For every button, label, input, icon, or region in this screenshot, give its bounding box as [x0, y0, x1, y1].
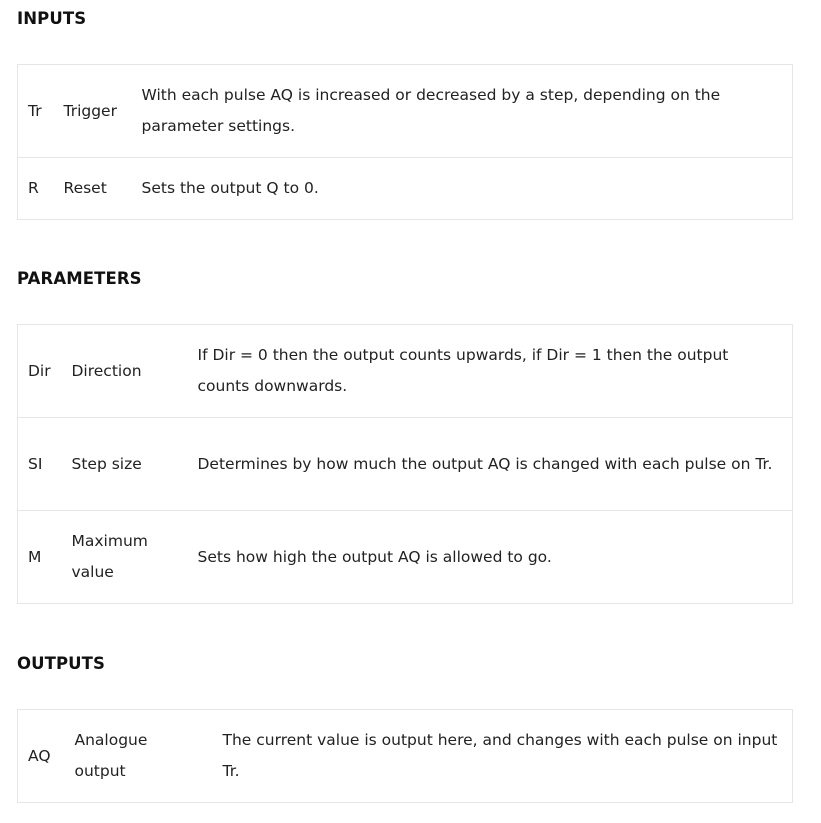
parameter-symbol: Dir: [28, 361, 51, 380]
parameter-symbol: M: [18, 511, 72, 604]
parameter-description: If Dir = 0 then the output counts upwards, if Dir = 1 then the output counts downwards.: [197, 346, 729, 395]
table-row: [18, 325, 793, 418]
parameter-name: Step size: [72, 418, 198, 511]
parameter-name: Direction: [71, 361, 142, 380]
input-description: Sets the output Q to 0.: [142, 158, 793, 220]
output-name: Analogue output: [74, 731, 148, 780]
inputs-title: INPUTS: [17, 9, 87, 28]
table-row: [18, 710, 793, 803]
parameter-description: Determines by how much the output AQ is changed with each pulse on Tr.: [198, 418, 793, 511]
parameter-description: Sets how high the output AQ is allowed to go.: [198, 511, 793, 604]
outputs-title: OUTPUTS: [17, 654, 106, 673]
input-name: Reset: [64, 158, 142, 220]
output-description: The current value is output here, and changes with each pulse on input Tr.: [222, 731, 778, 780]
table-row: [18, 418, 793, 511]
table-row: [18, 65, 793, 158]
outputs-table: [17, 709, 793, 803]
output-symbol: AQ: [28, 746, 51, 765]
table-row: [18, 158, 793, 220]
parameter-name: Maximum value: [72, 511, 198, 604]
input-description: With each pulse AQ is increased or decreased by a step, depending on the parameter settings.: [141, 86, 721, 135]
table-row: [18, 511, 793, 604]
input-symbol: R: [18, 158, 64, 220]
parameter-symbol: SI: [18, 418, 72, 511]
parameters-title: PARAMETERS: [17, 269, 142, 288]
input-symbol: Tr: [28, 101, 42, 120]
parameters-table: [17, 324, 793, 604]
input-name: Trigger: [63, 101, 117, 120]
inputs-table: [17, 64, 793, 220]
